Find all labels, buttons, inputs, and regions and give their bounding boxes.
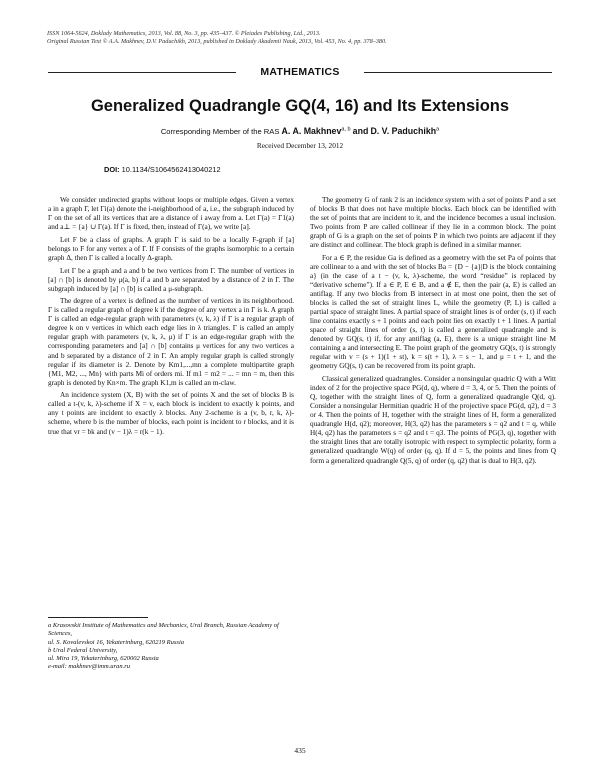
footnote-line: ul. S. Kovalevskoi 16, Yekaterinburg, 620219 Russia [48,638,185,646]
affiliation-footnotes [48,622,294,672]
journal-header [47,30,557,47]
received-date: Received December 13, 2012 [256,141,344,150]
paragraph: Classical generalized quadrangles. Consider a nonsingular quadric Q with a Witt index of 2 for the projective space PG(d, q), where d = 3, 4, or 5. Then the points of Q, together with the straight lines of Q, form a generalized quadrangle Q(d, q). Consider a nonsingular Hermitian quadric H of the projective space PG(d, q2), d = 3 or 4. Then the points of H, together with the straight lines of H, form a generalized quadrangle H(d, q2); moreover, H(3, q2) has the parameters s = q2 and t = q, while H(4, q2) has the parameters s = q2 and t = q3. The points of PG(3, q), together with the straight lines that are totally isotropic with respect to symplectic polarity, form a generalized quadrangle W(q) of order (q, q). If d = 5, the points and lines from Q form a generalized quadrangle Q(5, q) of order (q, q2) that is dual to H(3, q2). [310,375,556,465]
footnote-line: ul. Mira 19, Yekaterinburg, 620002 Russia [48,655,159,663]
doi-label: DOI: [104,165,120,174]
paragraph: Let F be a class of graphs. A graph Γ is said to be a locally F-graph if [a] belongs to F for any vertex a of Γ. If F consists of the graphs isomorphic to a certain graph Δ, then Γ is called a locally Δ-graph. [48,235,294,262]
author-2-affiliation: a [436,126,440,133]
paragraph: We consider undirected graphs without loops or multiple edges. Given a vertex a in a graph Γ, let Γi(a) denote the i-neighborhood of a, i.e., the subgraph induced by Γ on the set of all its vertices that are a distance of i away from a. Let Γ(a) = Γ1(a) and a⊥ = {a} ∪ Γ(a). If Γ is fixed, then, instead of Γ(a), we write [a]. [48,196,294,232]
footnote-line: a Krasovskii Institute of Mathematics and Mechanics, Ural Branch, Russian Academy of Sciences, [48,622,279,638]
author-conjunction: and [352,126,369,136]
page-number: 435 [294,746,306,755]
footnote-email[interactable]: e-mail: makhnev@imm.uran.ru [48,663,130,671]
paper-title: Generalized Quadrangle GQ(4, 16) and Its Extensions [90,97,510,115]
paragraph: The geometry G of rank 2 is an incidence system with a set of points P and a set of blocks B that does not have multiple blocks. Each block can be identified with the set of points that are incident to it, and the incidence becomes a usual inclusion. Two points from P are called collinear if they lie in a common block. The point graph of G is a graph on the set of points P in which two points are adjacent if they are distinct and collinear. The block graph is defined in a similar manner. [310,196,556,250]
right-column [310,196,556,469]
paragraph: For a ∈ P, the residue Ga is defined as a geometry with the set Pa of points that are collinear to a and with the set of blocks Ba = {D − {a}|D is the block containing a} (in the case of a t − (v, k, λ)-scheme, the word “residue” is replaced by “derivative scheme”). If a ∈ P, E ∈ B, and a ∉ E, then the pair (a, E) is called an antiflag. If any two blocks from B intersect in at most one point, then the set of blocks is called the set of straight lines L, while the geometry (P, L) is called a partial space of straight lines. A partial space of straight lines is of order (s, t) if each line contains exactly s + 1 points and each point lies on exactly t + 1 lines. A partial space of straight lines of order (s, t) is called a generalized quadrangle and is denoted by GQ(s, t) if, for any antiflag (a, E), there is a unique straight line M containing a and intersecting E. The point graph of the geometry GQ(s, t) is strongly regular with v = (s + 1)(1 + st), k = s(t + 1), λ = s − 1, and μ = t + 1, and the geometry GQ(s, t) can be recovered from its point graph. [310,253,556,371]
paragraph: The degree of a vertex is defined as the number of vertices in its neighborhood. Γ is called a regular graph of degree k if the degree of any vertex a in Γ is k. A graph Γ is called an edge-regular graph with parameters (v, k, λ) if Γ is a regular graph of degree k on v vertices in which each edge lies in λ triangles. Γ is called an amply regular graph with parameters (v, k, λ, μ) if Γ is an edge-regular graph with the corresponding parameters and [a] ∩ [b] contains μ vertices for any two vertices a and b separated by a distance of 2 in Γ. An amply regular graph is called strongly regular if its diameter is 2. Denote by Km1,...,mn a complete multipartite graph {M1, M2, ..., Mn} with parts Mi of orders mi. If m1 = m2 = ... = mn = m, then this graph is denoted by Kn×m. The graph K1,m is called an m-claw. [48,297,294,387]
doi [104,165,221,174]
paragraph: Let Γ be a graph and a and b be two vertices from Γ. The number of vertices in [a] ∩ [b] is denoted by μ(a, b) if a and b are separated by a distance of 2 in Γ. The subgraph induced by [a] ∩ [b] is called a μ-subgraph. [48,266,294,293]
author-1-affiliation: a, b [341,126,351,133]
section-heading: MATHEMATICS [260,66,340,78]
doi-value[interactable]: 10.1134/S1064562413040212 [121,165,221,174]
footnote-line: b Ural Federal University, [48,646,118,654]
author-prefix: Corresponding Member of the RAS [160,127,280,136]
footnote-rule [48,617,148,618]
left-column [48,196,294,440]
journal-header-line-1: ISSN 1064-5624, Doklady Mathematics, 2013, Vol. 88, No. 3, pp. 435–437. © Pleiades Publishing, Ltd., 2013. [47,30,321,37]
journal-header-line-2: Original Russian Text © A.A. Makhnev, D.V. Paduchikh, 2013, published in Doklady Akademii Nauk, 2013, Vol. 453, No. 4, pp. 378–380. [47,38,387,46]
author-2: D. V. Paduchikh [370,126,437,136]
paragraph: An incidence system (X, B) with the set of points X and the set of blocks B is called a t-(v, k, λ)-scheme if X = v, each block is incident to exactly k points, and any t points are incident to exactly λ blocks. Any 2-scheme is a (v, b, r, k, λ)-scheme, where b is the number of blocks, each point is incident to r blocks, and it is true that vr = bk and (v − 1)λ = r(k − 1). [48,391,294,436]
author-1: A. A. Makhnev [281,126,342,136]
author-line [40,126,560,136]
